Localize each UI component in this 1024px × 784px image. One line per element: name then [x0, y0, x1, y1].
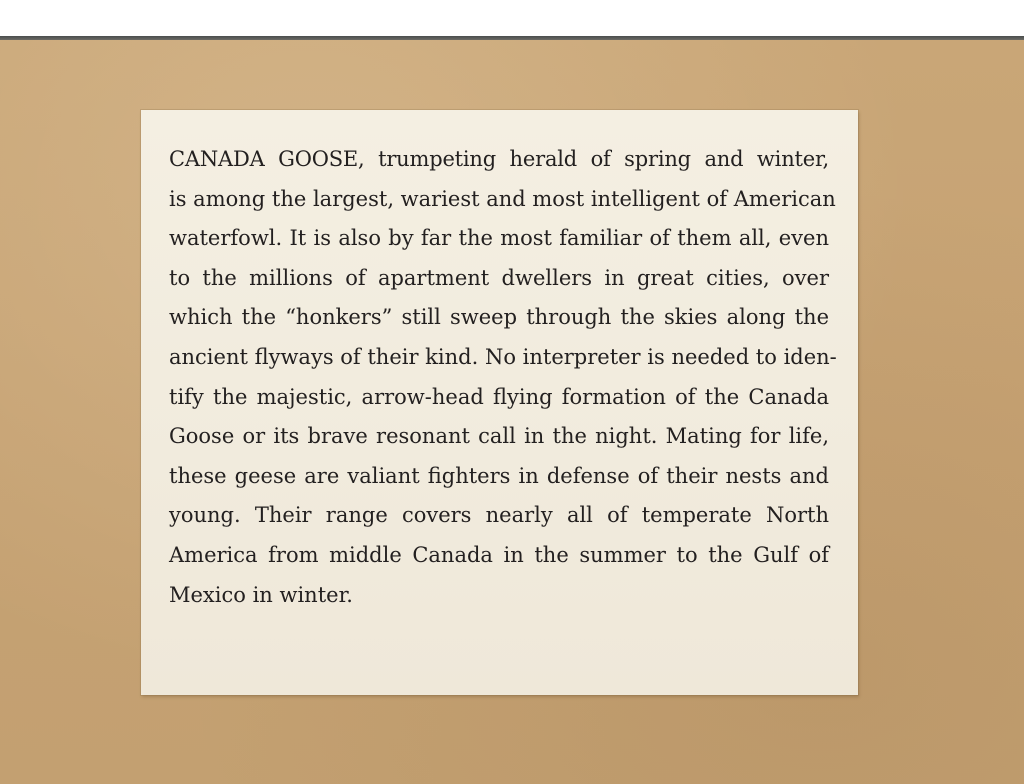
text-line: to the millions of apartment dwellers in great cities, over — [169, 265, 829, 290]
description-card — [141, 110, 858, 695]
text-line: tify the majestic, arrow-head flying formation of the Canada — [169, 384, 829, 409]
top-white-margin — [0, 0, 1024, 36]
text-line: these geese are valiant fighters in defense of their nests and — [169, 463, 829, 488]
text-line: America from middle Canada in the summer to the Gulf of — [169, 542, 829, 567]
text-line: young. Their range covers nearly all of temperate North — [169, 503, 829, 528]
backing-board — [0, 40, 1024, 784]
text-line: is among the largest, wariest and most intelligent of American — [169, 186, 836, 211]
text-line: waterfowl. It is also by far the most familiar of them all, even — [169, 226, 829, 251]
text-line: which the “honkers” still sweep through the skies along the — [169, 305, 829, 330]
text-line: CANADA GOOSE, trumpeting herald of spring and winter, — [169, 147, 829, 171]
text-line: ancient flyways of their kind. No interpreter is needed to iden- — [169, 344, 837, 369]
description-text — [169, 140, 837, 615]
text-line-last: Mexico in winter. — [169, 582, 353, 607]
text-line: Goose or its brave resonant call in the night. Mating for life, — [169, 424, 829, 449]
